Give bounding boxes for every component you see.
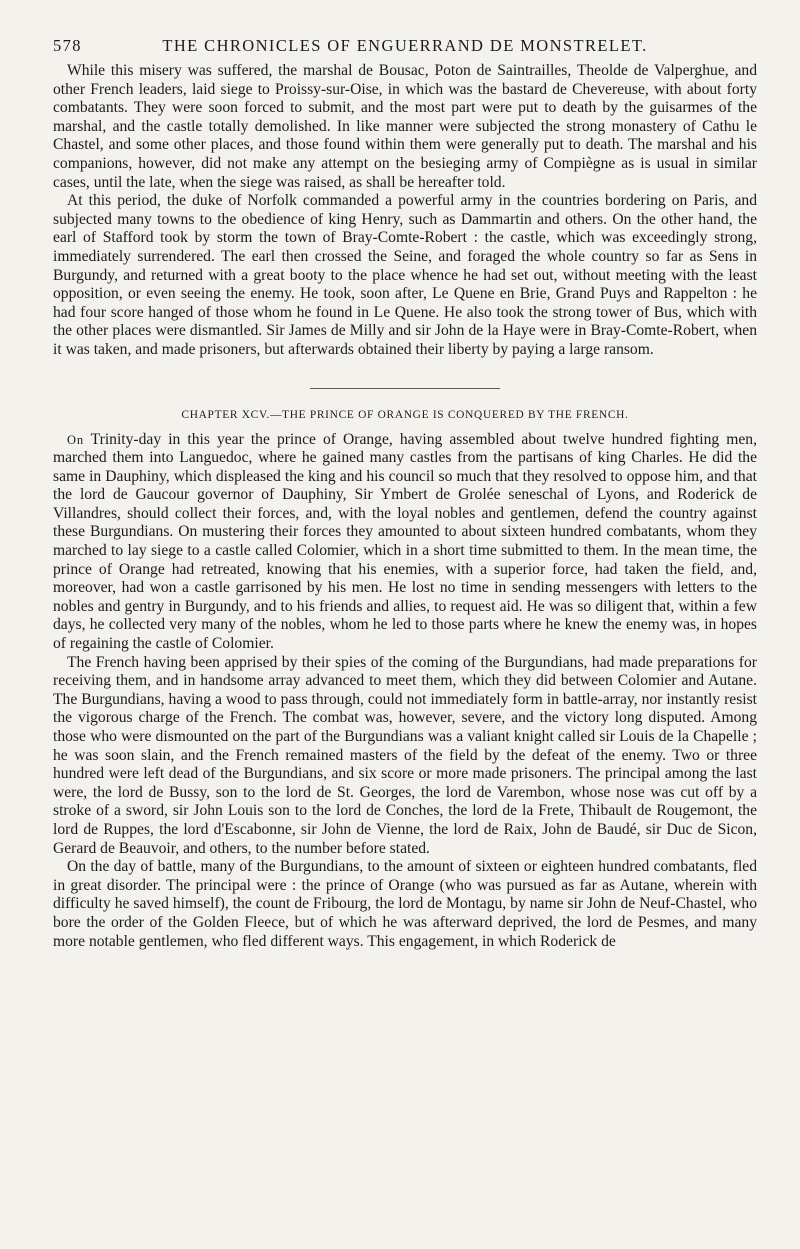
chapter-heading: CHAPTER XCV.—THE PRINCE OF ORANGE IS CONQUERED BY THE FRENCH. <box>181 408 629 421</box>
paragraph: The French having been apprised by their spies of the coming of the Burgundians, had made preparations for receiving them, and in handsome array advanced to meet them, which they did between Colomier and Autane. The Burgundians, having a wood to pass through, could not immediately form in battle-array, nor instantly resist the vigorous charge of the French. The combat was, however, severe, and the victory long disputed. Among those who were dismounted on the part of the Burgundians was a valiant knight called sir Louis de la Chapelle ; he was soon slain, and the French remained masters of the field by the defeat of the enemy. Two or three hundred were left dead of the Burgundians, and six score or more made prisoners. The principal among the last were, the lord de Bussy, son to the lord de St. Georges, the lord de Varembon, whose nose was cut off by a stroke of a sword, sir John Louis son to the lord de Conches, the lord de la Frete, Thibault de Rougemont, the lord de Ruppes, the lord d'Escabonne, sir John de Vienne, the lord de Raix, John de Baudé, sir Duc de Sicon, Gerard de Beauvoir, and others, to the number before stated. <box>53 653 757 857</box>
book-page <box>53 36 757 951</box>
paragraph: On the day of battle, many of the Burgundians, to the amount of sixteen or eighteen hundred combatants, fled in great disorder. The principal were : the prince of Orange (who was pursued as far as Autane, wherein with difficulty he saved himself), the count de Fribourg, the lord de Montagu, by name sir John de Neuf-Chastel, who bore the order of the Golden Fleece, but of which he was afterward deprived, the lord de Pesmes, and many more notable gentlemen, who fled different ways. This engagement, in which Roderick de <box>53 858 757 950</box>
paragraph <box>53 431 757 654</box>
paragraph: At this period, the duke of Norfolk commanded a powerful army in the countries bordering on Paris, and subjected many towns to the obedience of king Henry, such as Dammartin and others. On the other hand, the earl of Stafford took by storm the town of Bray-Comte-Robert : the castle, which was exceedingly strong, immediately surrendered. The earl then crossed the Seine, and foraged the whole country so far as Sens in Burgundy, and returned with a great booty to the place whence he had set out, without meeting with the least opposition, or even seeing the enemy. He took, soon after, Le Quene en Brie, Grand Puys and Rappelton : he had four score hanged of those whom he found in Le Quene. He also took the strong tower of Bus, which with the other places were dismantled. Sir James de Milly and sir John de la Haye were in Bray-Comte-Robert, when it was taken, and made prisoners, but afterwards obtained their liberty by paying a large ransom. <box>53 192 757 358</box>
page-number: 578 <box>53 36 82 55</box>
opening-word: On <box>67 432 84 447</box>
chapter-body <box>53 431 757 952</box>
section-before-chapter <box>53 62 757 360</box>
running-head <box>53 36 757 62</box>
opening-paragraph-text: Trinity-day in this year the prince of Orange, having assembled about twelve hundred fighting men, marched them into Languedoc, where he gained many castles from the partisans of king Charles. He did the same in Dauphiny, which displeased the king and his council so much that they resolved to oppose him, and that the lord de Gaucour governor of Dauphiny, Sir Ymbert de Grolée seneschal of Lyons, and Roderick de Villandres, should collect their forces, and, with the loyal nobles and gentlemen, defend the country against these Burgundians. On mustering their forces they amounted to about sixteen hundred combatants, whom they marched to lay siege to a castle called Colomier, which in a short time submitted to them. In the mean time, the prince of Orange had retreated, knowing that his enemies, with a superior force, had taken the field, and, moreover, had won a castle garrisoned by his men. He lost no time in sending messengers with letters to the nobles and gentry in Burgundy, and to his friends and allies, to request aid. He was so diligent that, within a few days, he collected very many of the nobles, whom he led to those parts where he knew the enemy was, in hopes of regaining the castle of Colomier. <box>53 430 757 653</box>
section-divider <box>310 388 500 389</box>
running-title: THE CHRONICLES OF ENGUERRAND DE MONSTRELET. <box>162 36 648 55</box>
paragraph: While this misery was suffered, the marshal de Bousac, Poton de Saintrailles, Theolde de Valperghue, and other French leaders, laid siege to Proissy-sur-Oise, in which was the bastard de Chevereuse, with about forty combatants. They were soon forced to submit, and the most part were put to death by the guisarmes of the marshal, and the castle totally demolished. In like manner were subjected the strong monastery of Cathu le Chastel, and some other places, and those found within them were generally put to death. The marshal and his companions, however, did not make any attempt on the besieging army of Compiègne as is usual in similar cases, until the late, when the siege was raised, as shall be hereafter told. <box>53 62 757 191</box>
